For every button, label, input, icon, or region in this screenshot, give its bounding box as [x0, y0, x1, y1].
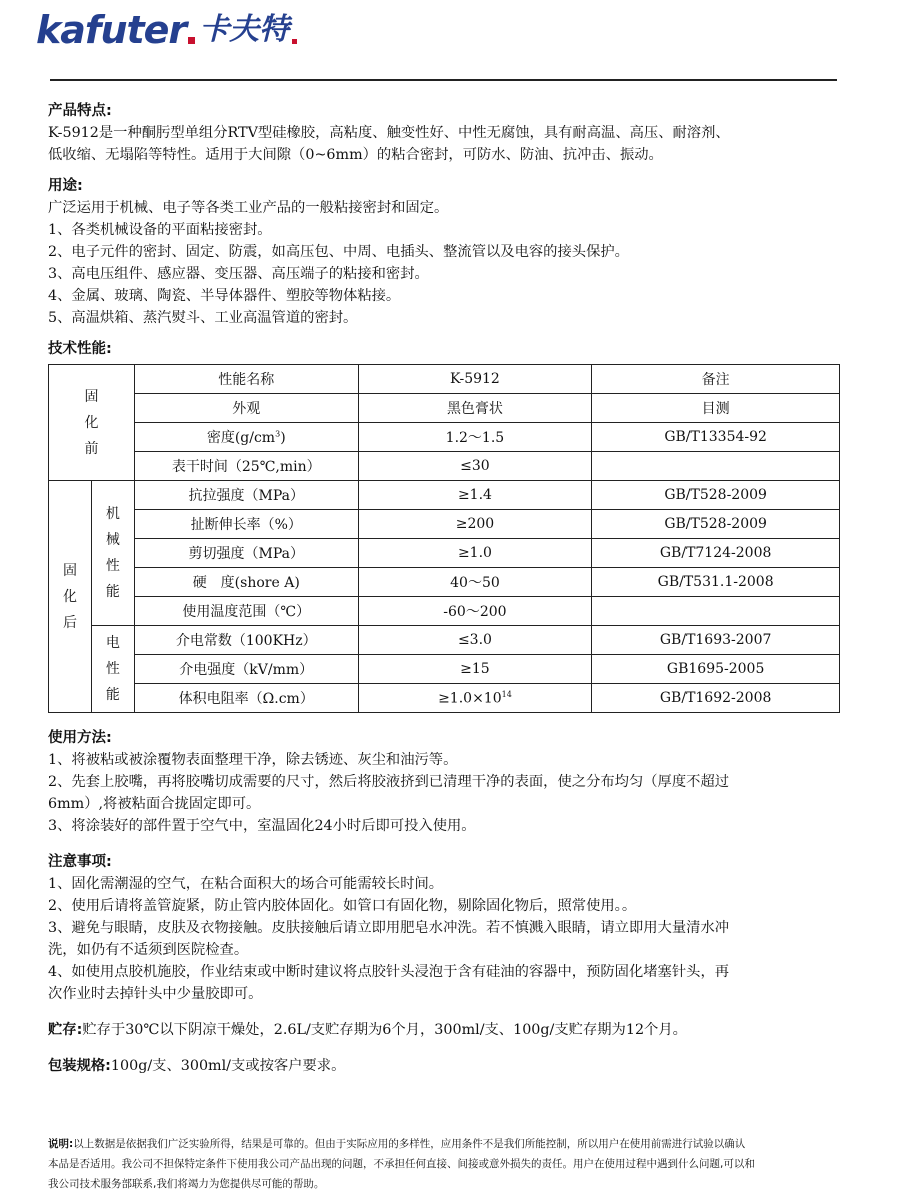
- notes-line: 洗，如仍有不适须到医院检查。: [48, 942, 249, 958]
- row-name: 介电强度（kV/mm）: [134, 655, 358, 684]
- notes-line: 4、如使用点胶机施胶，作业结束或中断时建议将点胶针头浸泡于含有硅油的容器中，预防固化堵塞针头，再: [48, 964, 730, 980]
- notes-title: 注意事项:: [48, 854, 112, 870]
- row-name: 密度$(g/cm^3)$: [134, 423, 358, 452]
- table-row: [49, 423, 840, 452]
- disclaimer-line: 以上数据是依据我们广泛实验所得，结果是可靠的。但由于实际应用的多样性，应用条件不是我们所能控制，所以用户在使用前需进行试验以确认: [73, 1138, 746, 1150]
- features-section: [48, 100, 848, 166]
- row-name: 使用温度范围（℃）: [134, 597, 358, 626]
- method-line: 2、先套上胶嘴，再将胶嘴切成需要的尺寸，然后将胶液挤到已清理干净的表面，使之分布均匀（厚度不超过: [48, 774, 730, 790]
- disclaimer-line: 我公司技术服务部联系,我们将竭力为您提供尽可能的帮助。: [48, 1178, 325, 1190]
- tech-title: 技术性能:: [48, 341, 112, 357]
- row-value: 黑色膏状: [358, 394, 592, 423]
- row-name: 介电常数（100KHz）: [134, 626, 358, 655]
- features-line: K-5912是一种酮肟型单组分RTV型硅橡胶，高粘度、触变性好、中性无腐蚀，具有耐高温、高压、耐溶剂、: [48, 125, 730, 141]
- notes-section: [48, 851, 848, 1005]
- method-line: 6mm）,将被粘面合拢固定即可。: [48, 796, 261, 812]
- method-line: 1、将被粘或被涂覆物表面整理干净，除去锈迹、灰尘和油污等。: [48, 752, 458, 768]
- packing-paragraph: [48, 1055, 848, 1077]
- logo-dot: [188, 37, 195, 44]
- row-name: 扯断伸长率（%）: [134, 510, 358, 539]
- table-row: [49, 626, 840, 655]
- row-remark: GB/T1693-2007: [592, 626, 840, 655]
- row-value: ≤30: [358, 452, 592, 481]
- table-row: [49, 655, 840, 684]
- usage-line: 2、电子元件的密封、固定、防震，如高压包、中周、电插头、整流管以及电容的接头保护。: [48, 244, 629, 260]
- row-value: 1.2～1.5: [358, 423, 592, 452]
- header-remark: 备注: [592, 365, 840, 394]
- row-remark: GB1695-2005: [592, 655, 840, 684]
- header-name: 性能名称: [134, 365, 358, 394]
- method-title: 使用方法:: [48, 730, 112, 746]
- cell-mechanical: 机 械 性 能: [91, 481, 134, 626]
- row-remark: [592, 597, 840, 626]
- row-name: 表干时间（25℃,min）: [134, 452, 358, 481]
- row-remark: GB/T7124-2008: [592, 539, 840, 568]
- storage-paragraph: [48, 1019, 848, 1041]
- table-row: [49, 568, 840, 597]
- row-value: $\ge 1.0\times 10^{14}$: [358, 684, 592, 713]
- disclaimer-label: 说明:: [48, 1138, 74, 1150]
- row-remark: [592, 452, 840, 481]
- cell-before-cure: 固 化 前: [49, 365, 135, 481]
- row-name: 硬 度(shore A): [134, 568, 358, 597]
- row-value: 40～50: [358, 568, 592, 597]
- logo-dot-small: [292, 39, 297, 44]
- packing-label: 包装规格:: [48, 1058, 111, 1074]
- row-value: ≥1.4: [358, 481, 592, 510]
- usage-line: 3、高电压组件、感应器、变压器、高压端子的粘接和密封。: [48, 266, 429, 282]
- usage-line: 1、各类机械设备的平面粘接密封。: [48, 222, 272, 238]
- header-product: K-5912: [358, 365, 592, 394]
- usage-section: [48, 175, 848, 329]
- usage-line: 广泛运用于机械、电子等各类工业产品的一般粘接密封和固定。: [48, 200, 449, 216]
- row-name: 外观: [134, 394, 358, 423]
- row-remark: GB/T1692-2008: [592, 684, 840, 713]
- cell-electrical: 电 性 能: [91, 626, 134, 713]
- logo-chinese: 卡夫特: [199, 12, 290, 47]
- storage-label: 贮存:: [48, 1022, 83, 1038]
- table-row: [49, 452, 840, 481]
- row-value: ≥1.0: [358, 539, 592, 568]
- brand-logo: [36, 10, 297, 50]
- table-row: [49, 394, 840, 423]
- usage-title: 用途:: [48, 178, 83, 194]
- notes-line: 1、固化需潮湿的空气，在粘合面积大的场合可能需较长时间。: [48, 876, 444, 892]
- row-value: ≥15: [358, 655, 592, 684]
- disclaimer-line: 本品是否适用。我公司不担保特定条件下使用我公司产品出现的问题，不承担任何直接、间接或意外损失的责任。用户在使用过程中遇到什么问题,可以和: [48, 1158, 755, 1170]
- table-row: [49, 684, 840, 713]
- row-remark: GB/T531.1-2008: [592, 568, 840, 597]
- table-row: [49, 539, 840, 568]
- features-title: 产品特点:: [48, 103, 112, 119]
- logo-english: kafuter: [36, 8, 187, 52]
- method-line: 3、将涂装好的部件置于空气中，室温固化24小时后即可投入使用。: [48, 818, 476, 834]
- storage-text: 贮存于30℃以下阴凉干燥处，2.6L/支贮存期为6个月，300ml/支、100g/支贮存期为12个月。: [82, 1022, 687, 1038]
- method-section: [48, 727, 848, 837]
- row-remark: GB/T528-2009: [592, 510, 840, 539]
- cell-after-cure: 固 化 后: [49, 481, 92, 713]
- row-remark: GB/T13354-92: [592, 423, 840, 452]
- table-row: [49, 597, 840, 626]
- disclaimer: [48, 1134, 848, 1194]
- row-remark: GB/T528-2009: [592, 481, 840, 510]
- row-name: 体积电阻率（Ω.cm）: [134, 684, 358, 713]
- row-value: -60～200: [358, 597, 592, 626]
- usage-line: 4、金属、玻璃、陶瓷、半导体器件、塑胶等物体粘接。: [48, 288, 401, 304]
- notes-line: 3、避免与眼睛，皮肤及衣物接触。皮肤接触后请立即用肥皂水冲洗。若不慎溅入眼睛，请立即用大量清水冲: [48, 920, 730, 936]
- table-row: [49, 481, 840, 510]
- header-divider: [50, 79, 837, 81]
- notes-line: 次作业时去掉针头中少量胶即可。: [48, 986, 263, 1002]
- tech-section: [48, 338, 848, 713]
- row-name: 剪切强度（MPa）: [134, 539, 358, 568]
- row-name: 抗拉强度（MPa）: [134, 481, 358, 510]
- row-value: ≥200: [358, 510, 592, 539]
- tech-table: [48, 364, 840, 713]
- packing-text: 100g/支、300ml/支或按客户要求。: [110, 1058, 346, 1074]
- row-remark: 目测: [592, 394, 840, 423]
- table-row: [49, 510, 840, 539]
- features-line: 低收缩、无塌陷等特性。适用于大间隙（0~6mm）的粘合密封，可防水、防油、抗冲击、振动。: [48, 147, 663, 163]
- document-body: [48, 100, 848, 1077]
- notes-line: 2、使用后请将盖管旋紧，防止管内胶体固化。如管口有固化物，剔除固化物后，照常使用。。: [48, 898, 637, 914]
- row-value: ≤3.0: [358, 626, 592, 655]
- table-header-row: [49, 365, 840, 394]
- usage-line: 5、高温烘箱、蒸汽熨斗、工业高温管道的密封。: [48, 310, 358, 326]
